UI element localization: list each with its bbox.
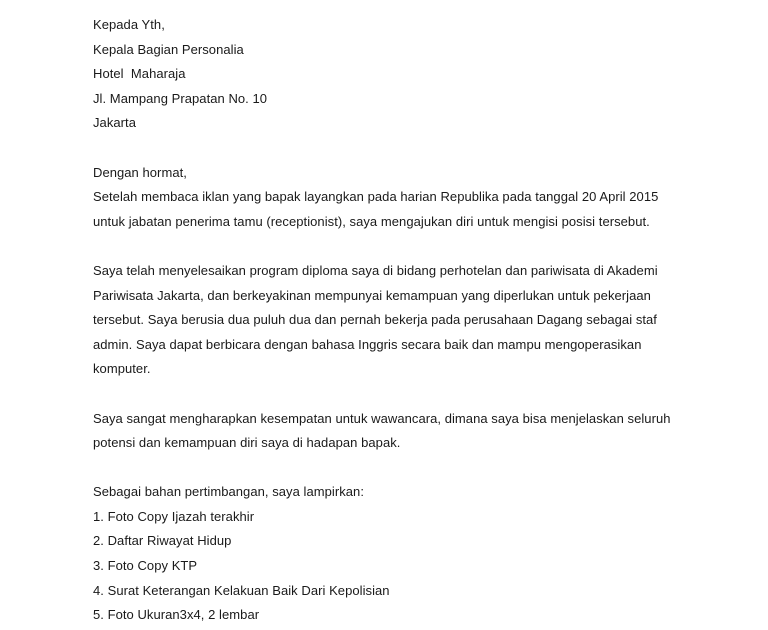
letter-document — [93, 13, 733, 628]
paragraph-line: untuk jabatan penerima tamu (receptionist), saya mengajukan diri untuk mengisi posisi tersebut. — [93, 213, 650, 229]
recipient-city: Jakarta — [93, 115, 136, 131]
attachments-intro: Sebagai bahan pertimbangan, saya lampirkan: — [93, 484, 364, 500]
spacer — [93, 234, 733, 259]
spacer — [93, 136, 733, 161]
spacer — [93, 456, 733, 481]
paragraph-line: admin. Saya dapat berbicara dengan bahasa Inggris secara baik dan mampu mengoperasikan — [93, 336, 642, 352]
spacer — [93, 382, 733, 407]
attachment-item: 2. Daftar Riwayat Hidup — [93, 533, 232, 549]
paragraph-opening — [93, 185, 733, 234]
paragraph-line: Setelah membaca iklan yang bapak layangkan pada harian Republika pada tanggal 20 April 2015 — [93, 189, 659, 205]
recipient-company: Hotel Maharaja — [93, 66, 186, 82]
paragraph-qualifications — [93, 259, 733, 382]
recipient-title: Kepala Bagian Personalia — [93, 41, 244, 57]
attachment-item: 4. Surat Keterangan Kelakuan Baik Dari Kepolisian — [93, 582, 390, 598]
paragraph-line: Saya telah menyelesaikan program diploma saya di bidang perhotelan dan pariwisata di Akademi — [93, 262, 658, 278]
attachment-item: 1. Foto Copy Ijazah terakhir — [93, 508, 255, 524]
recipient-street: Jl. Mampang Prapatan No. 10 — [93, 90, 268, 106]
recipient-salutation: Kepada Yth, — [93, 17, 165, 32]
paragraph-line: potensi dan kemampuan diri saya di hadapan bapak. — [93, 435, 401, 451]
attachment-item: 3. Foto Copy KTP — [93, 558, 198, 574]
greeting: Dengan hormat, — [93, 164, 187, 180]
attachments-section — [93, 480, 733, 628]
paragraph-line: Saya sangat mengharapkan kesempatan untuk wawancara, dimana saya bisa menjelaskan seluruh — [93, 410, 671, 426]
attachment-item: 5. Foto Ukuran3x4, 2 lembar — [93, 607, 260, 623]
paragraph-interview-request — [93, 407, 733, 456]
paragraph-line: komputer. — [93, 361, 151, 377]
paragraph-line: Pariwisata Jakarta, dan berkeyakinan mempunyai kemampuan yang diperlukan untuk pekerjaan — [93, 287, 651, 303]
paragraph-line: tersebut. Saya berusia dua puluh dua dan pernah bekerja pada perusahaan Dagang sebagai staf — [93, 312, 657, 328]
recipient-address-block — [93, 13, 733, 136]
